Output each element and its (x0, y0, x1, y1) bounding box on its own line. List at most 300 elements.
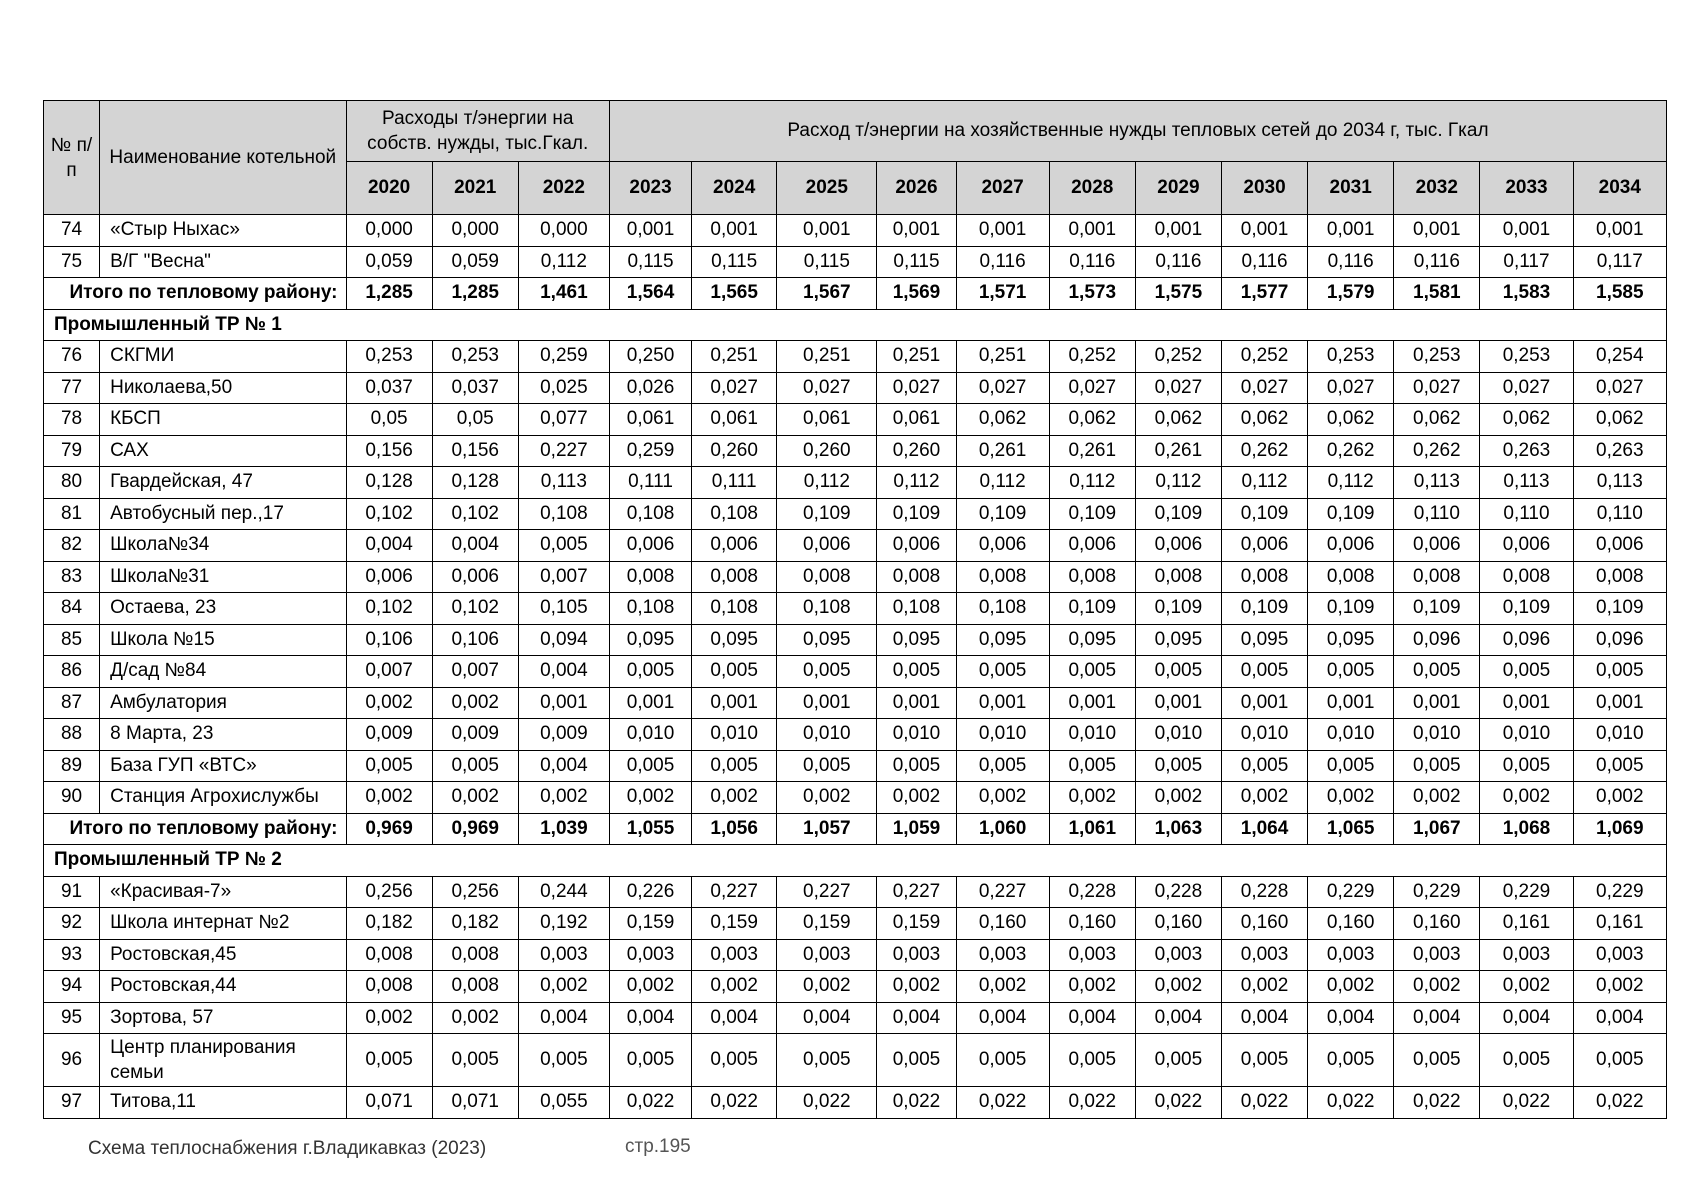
value-cell: 0,226 (609, 876, 691, 908)
value-cell: 0,004 (1221, 1002, 1307, 1034)
value-cell: 0,027 (777, 372, 877, 404)
value-cell: 0,062 (1135, 404, 1221, 436)
value-cell: 0,001 (518, 687, 609, 719)
value-cell: 0,008 (956, 561, 1049, 593)
value-cell: 0,009 (346, 719, 432, 751)
value-cell: 0,001 (777, 215, 877, 247)
total-value-cell: 1,564 (609, 278, 691, 310)
table-row (44, 908, 1667, 940)
value-cell: 0,228 (1221, 876, 1307, 908)
boiler-name: Станция Агрохислужбы (100, 782, 346, 814)
value-cell: 0,095 (956, 624, 1049, 656)
value-cell: 0,001 (1480, 687, 1573, 719)
value-cell: 0,251 (956, 341, 1049, 373)
value-cell: 0,002 (609, 782, 691, 814)
total-value-cell: 1,461 (518, 278, 609, 310)
value-cell: 0,102 (432, 593, 518, 625)
value-cell: 0,113 (1480, 467, 1573, 499)
value-cell: 0,010 (1573, 719, 1666, 751)
value-cell: 0,027 (1308, 372, 1394, 404)
table-row (44, 530, 1667, 562)
table-row (44, 624, 1667, 656)
value-cell: 0,182 (432, 908, 518, 940)
table-row (44, 1087, 1667, 1119)
value-cell: 0,022 (956, 1087, 1049, 1119)
value-cell: 0,005 (1049, 750, 1135, 782)
value-cell: 0,108 (518, 498, 609, 530)
value-cell: 0,111 (692, 467, 777, 499)
value-cell: 0,161 (1480, 908, 1573, 940)
total-value-cell: 1,056 (692, 813, 777, 845)
value-cell: 0,229 (1480, 876, 1573, 908)
value-cell: 0,001 (777, 687, 877, 719)
value-cell: 0,022 (1573, 1087, 1666, 1119)
value-cell: 0,006 (877, 530, 956, 562)
row-number: 88 (44, 719, 100, 751)
boiler-name: Ростовская,44 (100, 971, 346, 1003)
value-cell: 0,002 (609, 971, 691, 1003)
value-cell: 0,005 (609, 750, 691, 782)
value-cell: 0,005 (1394, 1034, 1480, 1087)
value-cell: 0,022 (1394, 1087, 1480, 1119)
row-number: 79 (44, 435, 100, 467)
value-cell: 0,002 (777, 971, 877, 1003)
row-number: 96 (44, 1034, 100, 1087)
value-cell: 0,002 (956, 971, 1049, 1003)
value-cell: 0,116 (1394, 246, 1480, 278)
value-cell: 0,071 (346, 1087, 432, 1119)
row-number: 83 (44, 561, 100, 593)
header-year: 2029 (1135, 162, 1221, 215)
value-cell: 0,004 (1049, 1002, 1135, 1034)
value-cell: 0,004 (1480, 1002, 1573, 1034)
value-cell: 0,027 (1135, 372, 1221, 404)
value-cell: 0,062 (1480, 404, 1573, 436)
value-cell: 0,005 (1308, 1034, 1394, 1087)
value-cell: 0,002 (877, 971, 956, 1003)
value-cell: 0,005 (1135, 750, 1221, 782)
value-cell: 0,005 (956, 656, 1049, 688)
row-number: 97 (44, 1087, 100, 1119)
total-value-cell: 1,585 (1573, 278, 1666, 310)
value-cell: 0,061 (692, 404, 777, 436)
value-cell: 0,116 (956, 246, 1049, 278)
value-cell: 0,006 (609, 530, 691, 562)
value-cell: 0,008 (1308, 561, 1394, 593)
section-label: Промышленный ТР № 1 (44, 309, 1667, 341)
value-cell: 0,244 (518, 876, 609, 908)
value-cell: 0,005 (877, 656, 956, 688)
value-cell: 0,253 (1480, 341, 1573, 373)
value-cell: 0,096 (1394, 624, 1480, 656)
value-cell: 0,113 (1394, 467, 1480, 499)
value-cell: 0,003 (1573, 939, 1666, 971)
value-cell: 0,005 (1573, 750, 1666, 782)
value-cell: 0,022 (877, 1087, 956, 1119)
value-cell: 0,001 (1394, 687, 1480, 719)
value-cell: 0,008 (432, 971, 518, 1003)
value-cell: 0,006 (1221, 530, 1307, 562)
value-cell: 0,001 (877, 215, 956, 247)
value-cell: 0,003 (1049, 939, 1135, 971)
value-cell: 0,005 (692, 1034, 777, 1087)
total-value-cell: 0,969 (432, 813, 518, 845)
value-cell: 0,008 (1221, 561, 1307, 593)
value-cell: 0,002 (1308, 782, 1394, 814)
value-cell: 0,160 (1135, 908, 1221, 940)
value-cell: 0,159 (777, 908, 877, 940)
value-cell: 0,156 (432, 435, 518, 467)
value-cell: 0,008 (1480, 561, 1573, 593)
table-body (44, 215, 1667, 1119)
value-cell: 0,005 (1308, 750, 1394, 782)
value-cell: 0,061 (609, 404, 691, 436)
total-value-cell: 1,039 (518, 813, 609, 845)
value-cell: 0,109 (956, 498, 1049, 530)
row-number: 87 (44, 687, 100, 719)
table-row (44, 561, 1667, 593)
value-cell: 0,002 (1308, 971, 1394, 1003)
value-cell: 0,005 (432, 1034, 518, 1087)
value-cell: 0,113 (1573, 467, 1666, 499)
section-row (44, 845, 1667, 877)
value-cell: 0,004 (777, 1002, 877, 1034)
value-cell: 0,027 (1221, 372, 1307, 404)
value-cell: 0,022 (1221, 1087, 1307, 1119)
value-cell: 0,108 (877, 593, 956, 625)
value-cell: 0,006 (1480, 530, 1573, 562)
value-cell: 0,026 (609, 372, 691, 404)
value-cell: 0,005 (1480, 1034, 1573, 1087)
value-cell: 0,005 (1573, 656, 1666, 688)
boiler-name: СКГМИ (100, 341, 346, 373)
row-number: 86 (44, 656, 100, 688)
value-cell: 0,001 (877, 687, 956, 719)
value-cell: 0,008 (1135, 561, 1221, 593)
value-cell: 0,001 (1221, 687, 1307, 719)
value-cell: 0,102 (346, 498, 432, 530)
value-cell: 0,002 (1135, 971, 1221, 1003)
table-row (44, 1034, 1667, 1087)
value-cell: 0,008 (346, 939, 432, 971)
value-cell: 0,004 (956, 1002, 1049, 1034)
value-cell: 0,002 (346, 687, 432, 719)
value-cell: 0,001 (1573, 215, 1666, 247)
value-cell: 0,160 (1049, 908, 1135, 940)
value-cell: 0,003 (877, 939, 956, 971)
value-cell: 0,004 (1308, 1002, 1394, 1034)
total-value-cell: 1,575 (1135, 278, 1221, 310)
value-cell: 0,005 (1573, 1034, 1666, 1087)
value-cell: 0,102 (432, 498, 518, 530)
total-value-cell: 0,969 (346, 813, 432, 845)
value-cell: 0,112 (1049, 467, 1135, 499)
value-cell: 0,227 (956, 876, 1049, 908)
table-row (44, 435, 1667, 467)
total-value-cell: 1,285 (346, 278, 432, 310)
value-cell: 0,109 (1221, 593, 1307, 625)
row-number: 80 (44, 467, 100, 499)
value-cell: 0,182 (346, 908, 432, 940)
value-cell: 0,022 (1049, 1087, 1135, 1119)
value-cell: 0,002 (1135, 782, 1221, 814)
value-cell: 0,112 (956, 467, 1049, 499)
value-cell: 0,010 (956, 719, 1049, 751)
value-cell: 0,005 (1221, 656, 1307, 688)
value-cell: 0,109 (1135, 498, 1221, 530)
row-number: 90 (44, 782, 100, 814)
value-cell: 0,108 (692, 498, 777, 530)
value-cell: 0,008 (609, 561, 691, 593)
value-cell: 0,002 (956, 782, 1049, 814)
value-cell: 0,160 (1308, 908, 1394, 940)
total-value-cell: 1,063 (1135, 813, 1221, 845)
value-cell: 0,227 (518, 435, 609, 467)
value-cell: 0,002 (1480, 971, 1573, 1003)
header-year: 2027 (956, 162, 1049, 215)
boiler-name: База ГУП «ВТС» (100, 750, 346, 782)
row-number: 94 (44, 971, 100, 1003)
total-value-cell: 1,057 (777, 813, 877, 845)
value-cell: 0,05 (432, 404, 518, 436)
table-row (44, 1002, 1667, 1034)
boiler-name: Д/сад №84 (100, 656, 346, 688)
value-cell: 0,112 (1135, 467, 1221, 499)
boiler-name: Остаева, 23 (100, 593, 346, 625)
value-cell: 0,005 (777, 750, 877, 782)
value-cell: 0,108 (609, 593, 691, 625)
value-cell: 0,027 (956, 372, 1049, 404)
value-cell: 0,105 (518, 593, 609, 625)
value-cell: 0,002 (1480, 782, 1573, 814)
value-cell: 0,116 (1049, 246, 1135, 278)
value-cell: 0,113 (518, 467, 609, 499)
value-cell: 0,062 (1308, 404, 1394, 436)
value-cell: 0,005 (956, 1034, 1049, 1087)
value-cell: 0,062 (1049, 404, 1135, 436)
value-cell: 0,002 (1221, 782, 1307, 814)
row-number: 77 (44, 372, 100, 404)
value-cell: 0,022 (609, 1087, 691, 1119)
boiler-name: Автобусный пер.,17 (100, 498, 346, 530)
value-cell: 0,112 (877, 467, 956, 499)
value-cell: 0,251 (692, 341, 777, 373)
boiler-name: Школа №15 (100, 624, 346, 656)
header-year: 2020 (346, 162, 432, 215)
header-name: Наименование котельной (100, 101, 346, 215)
value-cell: 0,003 (1308, 939, 1394, 971)
row-number: 75 (44, 246, 100, 278)
boiler-name: Центр планирования семьи (100, 1034, 346, 1087)
header-year: 2031 (1308, 162, 1394, 215)
table-row (44, 341, 1667, 373)
header-network-needs: Расход т/энергии на хозяйственные нужды тепловых сетей до 2034 г, тыс. Гкал (609, 101, 1666, 162)
value-cell: 0,004 (518, 1002, 609, 1034)
value-cell: 0,037 (432, 372, 518, 404)
value-cell: 0,010 (1480, 719, 1573, 751)
value-cell: 0,003 (518, 939, 609, 971)
boiler-name: САХ (100, 435, 346, 467)
table-row (44, 876, 1667, 908)
table-row (44, 656, 1667, 688)
value-cell: 0,263 (1573, 435, 1666, 467)
value-cell: 0,116 (1308, 246, 1394, 278)
value-cell: 0,005 (777, 656, 877, 688)
value-cell: 0,001 (1135, 687, 1221, 719)
value-cell: 0,005 (877, 750, 956, 782)
value-cell: 0,160 (1394, 908, 1480, 940)
value-cell: 0,003 (1221, 939, 1307, 971)
value-cell: 0,001 (609, 687, 691, 719)
table-row (44, 498, 1667, 530)
row-number: 74 (44, 215, 100, 247)
value-cell: 0,095 (1308, 624, 1394, 656)
value-cell: 0,110 (1394, 498, 1480, 530)
value-cell: 0,001 (1480, 215, 1573, 247)
table-row (44, 593, 1667, 625)
value-cell: 0,116 (1135, 246, 1221, 278)
value-cell: 0,008 (1573, 561, 1666, 593)
value-cell: 0,059 (432, 246, 518, 278)
value-cell: 0,005 (777, 1034, 877, 1087)
footer-page-number: стр.195 (625, 1136, 691, 1157)
value-cell: 0,005 (692, 656, 777, 688)
value-cell: 0,263 (1480, 435, 1573, 467)
value-cell: 0,006 (1308, 530, 1394, 562)
total-row (44, 813, 1667, 845)
value-cell: 0,253 (432, 341, 518, 373)
value-cell: 0,254 (1573, 341, 1666, 373)
header-year: 2023 (609, 162, 691, 215)
value-cell: 0,055 (518, 1087, 609, 1119)
row-number: 89 (44, 750, 100, 782)
value-cell: 0,062 (1573, 404, 1666, 436)
table-row (44, 467, 1667, 499)
value-cell: 0,260 (877, 435, 956, 467)
value-cell: 0,005 (1049, 656, 1135, 688)
value-cell: 0,228 (1049, 876, 1135, 908)
value-cell: 0,027 (692, 372, 777, 404)
value-cell: 0,094 (518, 624, 609, 656)
value-cell: 0,227 (877, 876, 956, 908)
value-cell: 0,004 (877, 1002, 956, 1034)
total-value-cell: 1,064 (1221, 813, 1307, 845)
value-cell: 0,022 (777, 1087, 877, 1119)
value-cell: 0,112 (1221, 467, 1307, 499)
value-cell: 0,002 (518, 782, 609, 814)
value-cell: 0,022 (1135, 1087, 1221, 1119)
row-number: 93 (44, 939, 100, 971)
header-year: 2024 (692, 162, 777, 215)
value-cell: 0,005 (518, 1034, 609, 1087)
value-cell: 0,002 (346, 1002, 432, 1034)
value-cell: 0,109 (777, 498, 877, 530)
value-cell: 0,001 (609, 215, 691, 247)
value-cell: 0,062 (956, 404, 1049, 436)
boiler-name: Школа№31 (100, 561, 346, 593)
value-cell: 0,109 (1221, 498, 1307, 530)
value-cell: 0,261 (1135, 435, 1221, 467)
value-cell: 0,005 (1221, 750, 1307, 782)
total-value-cell: 1,059 (877, 813, 956, 845)
value-cell: 0,005 (1394, 656, 1480, 688)
total-row (44, 278, 1667, 310)
value-cell: 0,059 (346, 246, 432, 278)
boiler-name: Амбулатория (100, 687, 346, 719)
value-cell: 0,253 (346, 341, 432, 373)
value-cell: 0,108 (692, 593, 777, 625)
value-cell: 0,003 (956, 939, 1049, 971)
total-value-cell: 1,583 (1480, 278, 1573, 310)
total-value-cell: 1,061 (1049, 813, 1135, 845)
value-cell: 0,110 (1480, 498, 1573, 530)
value-cell: 0,001 (1135, 215, 1221, 247)
value-cell: 0,002 (1573, 971, 1666, 1003)
value-cell: 0,005 (1480, 656, 1573, 688)
boiler-name: Школа интернат №2 (100, 908, 346, 940)
footer-document-title: Схема теплоснабжения г.Владикавказ (2023) (88, 1138, 487, 1159)
value-cell: 0,003 (1394, 939, 1480, 971)
value-cell: 0,229 (1394, 876, 1480, 908)
value-cell: 0,002 (1394, 782, 1480, 814)
header-year: 2032 (1394, 162, 1480, 215)
value-cell: 0,010 (1135, 719, 1221, 751)
value-cell: 0,228 (1135, 876, 1221, 908)
value-cell: 0,262 (1221, 435, 1307, 467)
value-cell: 0,161 (1573, 908, 1666, 940)
value-cell: 0,005 (1135, 1034, 1221, 1087)
row-number: 76 (44, 341, 100, 373)
value-cell: 0,116 (1221, 246, 1307, 278)
value-cell: 0,251 (777, 341, 877, 373)
value-cell: 0,227 (777, 876, 877, 908)
value-cell: 0,010 (1221, 719, 1307, 751)
boiler-name: Зортова, 57 (100, 1002, 346, 1034)
value-cell: 0,009 (518, 719, 609, 751)
value-cell: 0,062 (1221, 404, 1307, 436)
table-row (44, 750, 1667, 782)
value-cell: 0,006 (1394, 530, 1480, 562)
value-cell: 0,252 (1135, 341, 1221, 373)
header-year: 2033 (1480, 162, 1573, 215)
value-cell: 0,001 (1049, 687, 1135, 719)
value-cell: 0,005 (956, 750, 1049, 782)
total-value-cell: 1,579 (1308, 278, 1394, 310)
value-cell: 0,002 (432, 687, 518, 719)
value-cell: 0,006 (432, 561, 518, 593)
value-cell: 0,008 (432, 939, 518, 971)
value-cell: 0,002 (1221, 971, 1307, 1003)
value-cell: 0,002 (432, 782, 518, 814)
value-cell: 0,128 (432, 467, 518, 499)
value-cell: 0,005 (877, 1034, 956, 1087)
value-cell: 0,110 (1573, 498, 1666, 530)
value-cell: 0,001 (1394, 215, 1480, 247)
value-cell: 0,109 (877, 498, 956, 530)
value-cell: 0,022 (692, 1087, 777, 1119)
value-cell: 0,061 (877, 404, 956, 436)
value-cell: 0,010 (1394, 719, 1480, 751)
value-cell: 0,001 (692, 215, 777, 247)
header-year: 2025 (777, 162, 877, 215)
value-cell: 0,006 (777, 530, 877, 562)
value-cell: 0,027 (1573, 372, 1666, 404)
value-cell: 0,004 (1394, 1002, 1480, 1034)
total-value-cell: 1,285 (432, 278, 518, 310)
total-value-cell: 1,565 (692, 278, 777, 310)
value-cell: 0,010 (877, 719, 956, 751)
value-cell: 0,027 (1480, 372, 1573, 404)
